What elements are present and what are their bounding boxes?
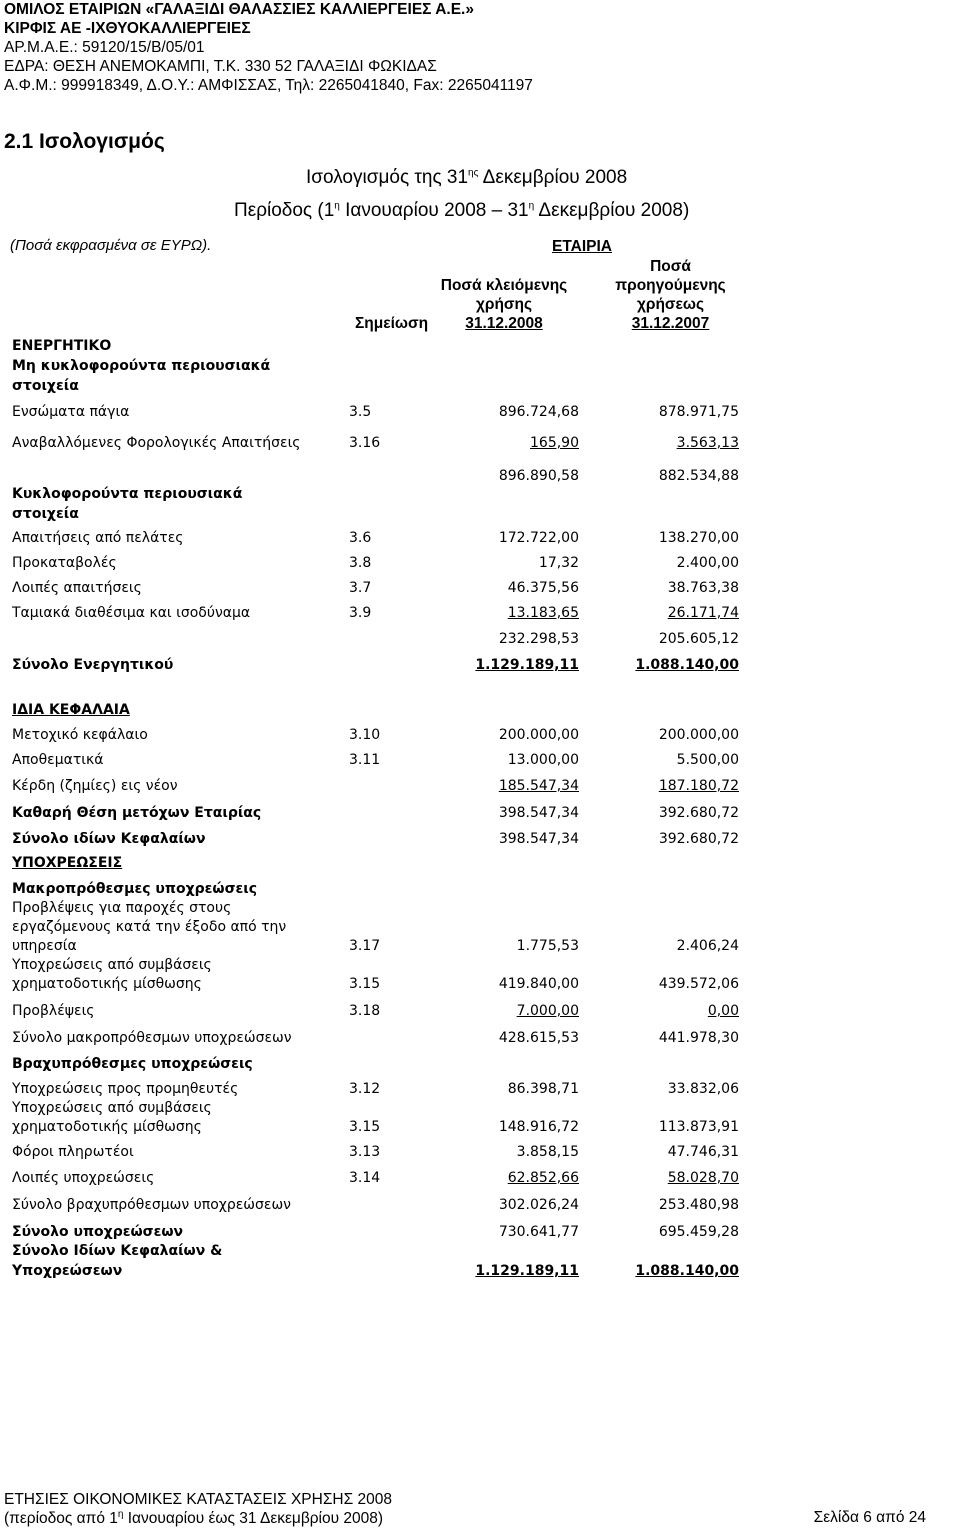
row-value-previous: 187.180,72 xyxy=(658,778,739,794)
note-column-header: Σημείωση xyxy=(355,315,429,332)
row-value-current: 13.000,00 xyxy=(507,752,579,768)
row-note: 3.18 xyxy=(349,1003,381,1019)
row-label: Προκαταβολές xyxy=(12,555,117,571)
company-address: ΕΔΡΑ: ΘΕΣΗ ΑΝΕΜΟΚΑΜΠΙ, Τ.Κ. 330 52 ΓΑΛΑΞΙΔΙ ΦΩΚΙΔΑΣ xyxy=(4,58,437,75)
row-label: Μη κυκλοφορούντα περιουσιακά xyxy=(12,358,271,374)
row-label: Σύνολο υποχρεώσεων xyxy=(12,1224,184,1240)
row-value-current: 17,32 xyxy=(538,555,579,571)
row-value-previous: 253.480,98 xyxy=(658,1197,739,1213)
company-name: ΟΜΙΛΟΣ ΕΤΑΙΡΙΩΝ «ΓΑΛΑΞΙΔΙ ΘΑΛΑΣΣΙΕΣ ΚΑΛΛΙΕΡΓΕΙΕΣ Α.Ε.» xyxy=(4,1,474,18)
row-label: Λοιπές υποχρεώσεις xyxy=(12,1170,155,1186)
row-value-current: 1.129.189,11 xyxy=(475,657,579,673)
footer-period: (περίοδος από $1^\eta$ Ιανουαρίου έως 31 Δεκεμβρίου 2008) xyxy=(4,1509,384,1528)
row-label: ΙΔΙΑ ΚΕΦΑΛΑΙΑ xyxy=(12,702,130,718)
row-value-current: 896.890,58 xyxy=(498,468,579,484)
row-label: Κέρδη (ζημίες) εις νέον xyxy=(12,778,178,794)
row-label: Υποχρεώσεις προς προμηθευτές xyxy=(12,1081,239,1097)
row-value-current: 86.398,71 xyxy=(507,1081,579,1097)
row-label: Καθαρή Θέση μετόχων Εταιρίας xyxy=(12,805,262,821)
row-label: Σύνολο ιδίων Κεφαλαίων xyxy=(12,831,206,847)
row-value-current: 1.775,53 xyxy=(516,938,579,954)
row-label: Ταμιακά διαθέσιμα και ισοδύναμα xyxy=(12,605,251,621)
row-value-previous: 1.088.140,00 xyxy=(635,657,739,673)
row-label: Σύνολο Ιδίων Κεφαλαίων & xyxy=(12,1243,223,1259)
statement-period: Περίοδος ($1^\eta$ Ιανουαρίου $2008 - 31^\eta$ Δεκεμβρίου 2008) xyxy=(234,200,690,221)
row-value-previous: 3.563,13 xyxy=(676,435,739,451)
row-value-previous: 392.680,72 xyxy=(658,831,739,847)
row-value-current: 46.375,56 xyxy=(507,580,579,596)
row-note: 3.10 xyxy=(349,727,381,743)
row-value-current: 200.000,00 xyxy=(498,727,579,743)
row-label: Λοιπές απαιτήσεις xyxy=(12,580,142,596)
row-label: Σύνολο Ενεργητικού xyxy=(12,657,174,673)
tax-and-contact: Α.Φ.Μ.: 999918349, Δ.Ο.Υ.: ΑΜΦΙΣΣΑΣ, Τηλ: 2265041840, Fax: 2265041197 xyxy=(4,77,533,94)
row-value-previous: 47.746,31 xyxy=(667,1144,739,1160)
footer-title: ΕΤΗΣΙΕΣ ΟΙΚΟΝΟΜΙΚΕΣ ΚΑΤΑΣΤΑΣΕΙΣ ΧΡΗΣΗΣ 2008 xyxy=(4,1491,392,1508)
row-note: 3.9 xyxy=(349,605,372,621)
row-value-previous: 5.500,00 xyxy=(676,752,739,768)
subsidiary-name: ΚΙΡΦΙΣ ΑΕ -ΙΧΘΥΟΚΑΛΛΙΕΡΓΕΙΕΣ xyxy=(4,20,251,37)
row-value-previous: 392.680,72 xyxy=(658,805,739,821)
row-value-previous: 1.088.140,00 xyxy=(635,1263,739,1279)
row-value-previous: 2.406,24 xyxy=(676,938,739,954)
row-label: Μετοχικό κεφάλαιο xyxy=(12,727,148,743)
row-value-previous: 0,00 xyxy=(707,1003,739,1019)
row-label: Βραχυπρόθεσμες υποχρεώσεις xyxy=(12,1056,253,1072)
row-value-previous: 441.978,30 xyxy=(658,1030,739,1046)
registration-number: ΑΡ.Μ.Α.Ε.: 59120/15/Β/05/01 xyxy=(4,39,205,56)
section-title: 2.1 Ισολογισμός xyxy=(4,130,165,153)
row-label: εργαζόμενους κατά την έξοδο από την xyxy=(12,919,287,935)
row-label: Προβλέψεις για παροχές στους xyxy=(12,900,232,916)
row-value-current: 398.547,34 xyxy=(498,805,579,821)
row-note: 3.5 xyxy=(349,404,372,420)
row-value-previous: 2.400,00 xyxy=(676,555,739,571)
row-note: 3.14 xyxy=(349,1170,381,1186)
row-value-current: 896.724,68 xyxy=(498,404,579,420)
row-label: στοιχεία xyxy=(12,506,79,522)
currency-note: (Ποσά εκφρασμένα σε ΕΥΡΩ). xyxy=(10,237,212,254)
row-value-current: 185.547,34 xyxy=(498,778,579,794)
row-label: Αναβαλλόμενες Φορολογικές Απαιτήσεις xyxy=(12,435,301,451)
row-value-current: 13.183,65 xyxy=(507,605,579,621)
row-label: Υποχρεώσεις από συμβάσεις xyxy=(12,1100,212,1116)
row-value-current: 428.615,53 xyxy=(498,1030,579,1046)
row-note: 3.7 xyxy=(349,580,372,596)
row-label: Σύνολο μακροπρόθεσμων υποχρεώσεων xyxy=(12,1030,292,1046)
row-label: Αποθεματικά xyxy=(12,752,104,768)
row-value-current: 419.840,00 xyxy=(498,976,579,992)
row-label: χρηματοδοτικής μίσθωσης xyxy=(12,1119,202,1135)
row-value-current: 1.129.189,11 xyxy=(475,1263,579,1279)
row-value-previous: 882.534,88 xyxy=(658,468,739,484)
row-note: 3.12 xyxy=(349,1081,381,1097)
row-label: Υποχρεώσεις από συμβάσεις xyxy=(12,957,212,973)
row-note: 3.17 xyxy=(349,938,381,954)
row-label: υπηρεσία xyxy=(12,938,77,954)
row-note: 3.6 xyxy=(349,530,372,546)
row-label: Υποχρεώσεων xyxy=(12,1263,123,1279)
row-value-previous: 26.171,74 xyxy=(667,605,739,621)
row-value-previous: 200.000,00 xyxy=(658,727,739,743)
row-value-previous: 33.832,06 xyxy=(667,1081,739,1097)
row-value-current: 62.852,66 xyxy=(507,1170,579,1186)
row-note: 3.11 xyxy=(349,752,381,768)
row-value-previous: 113.873,91 xyxy=(658,1119,739,1135)
row-label: Μακροπρόθεσμες υποχρεώσεις xyxy=(12,881,258,897)
row-value-previous: 58.028,70 xyxy=(667,1170,739,1186)
row-value-previous: 138.270,00 xyxy=(658,530,739,546)
row-value-previous: 38.763,38 xyxy=(667,580,739,596)
row-value-current: 730.641,77 xyxy=(498,1224,579,1240)
row-label: Προβλέψεις xyxy=(12,1003,95,1019)
row-label: στοιχεία xyxy=(12,378,79,394)
row-value-current: 232.298,53 xyxy=(498,631,579,647)
row-value-current: 148.916,72 xyxy=(498,1119,579,1135)
row-value-current: 398.547,34 xyxy=(498,831,579,847)
row-note: 3.8 xyxy=(349,555,372,571)
row-value-previous: 439.572,06 xyxy=(658,976,739,992)
row-value-current: 7.000,00 xyxy=(516,1003,579,1019)
row-note: 3.16 xyxy=(349,435,381,451)
row-label: Ενσώματα πάγια xyxy=(12,404,130,420)
row-label: Απαιτήσεις από πελάτες xyxy=(12,530,184,546)
statement-title: Ισολογισμός της $31^{\eta\varsigma}$ Δεκεμβρίου 2008 xyxy=(306,167,628,188)
row-value-previous: 695.459,28 xyxy=(658,1224,739,1240)
row-note: 3.15 xyxy=(349,1119,381,1135)
row-note: 3.15 xyxy=(349,976,381,992)
row-value-current: 302.026,24 xyxy=(498,1197,579,1213)
row-label: Σύνολο βραχυπρόθεσμων υποχρεώσεων xyxy=(12,1197,292,1213)
page-number: Σελίδα 6 από 24 xyxy=(813,1509,926,1526)
previous-year-header: Ποσά προηγούμενης χρήσεως 31.12.2007 xyxy=(615,258,726,332)
row-label: ΥΠΟΧΡΕΩΣΕΙΣ xyxy=(12,855,123,871)
row-label: ΕΝΕΡΓΗΤΙΚΟ xyxy=(12,338,112,354)
row-value-previous: 205.605,12 xyxy=(658,631,739,647)
row-label: χρηματοδοτικής μίσθωσης xyxy=(12,976,202,992)
row-value-current: 3.858,15 xyxy=(516,1144,579,1160)
row-value-current: 172.722,00 xyxy=(498,530,579,546)
row-label: Κυκλοφορούντα περιουσιακά xyxy=(12,486,243,502)
row-note: 3.13 xyxy=(349,1144,381,1160)
row-value-current: 165,90 xyxy=(530,435,579,451)
current-year-header: Ποσά κλειόμενης χρήσης 31.12.2008 xyxy=(440,277,568,332)
row-label: Φόροι πληρωτέοι xyxy=(12,1144,134,1160)
company-column-header: ΕΤΑΙΡΙΑ xyxy=(552,238,612,255)
row-value-previous: 878.971,75 xyxy=(658,404,739,420)
